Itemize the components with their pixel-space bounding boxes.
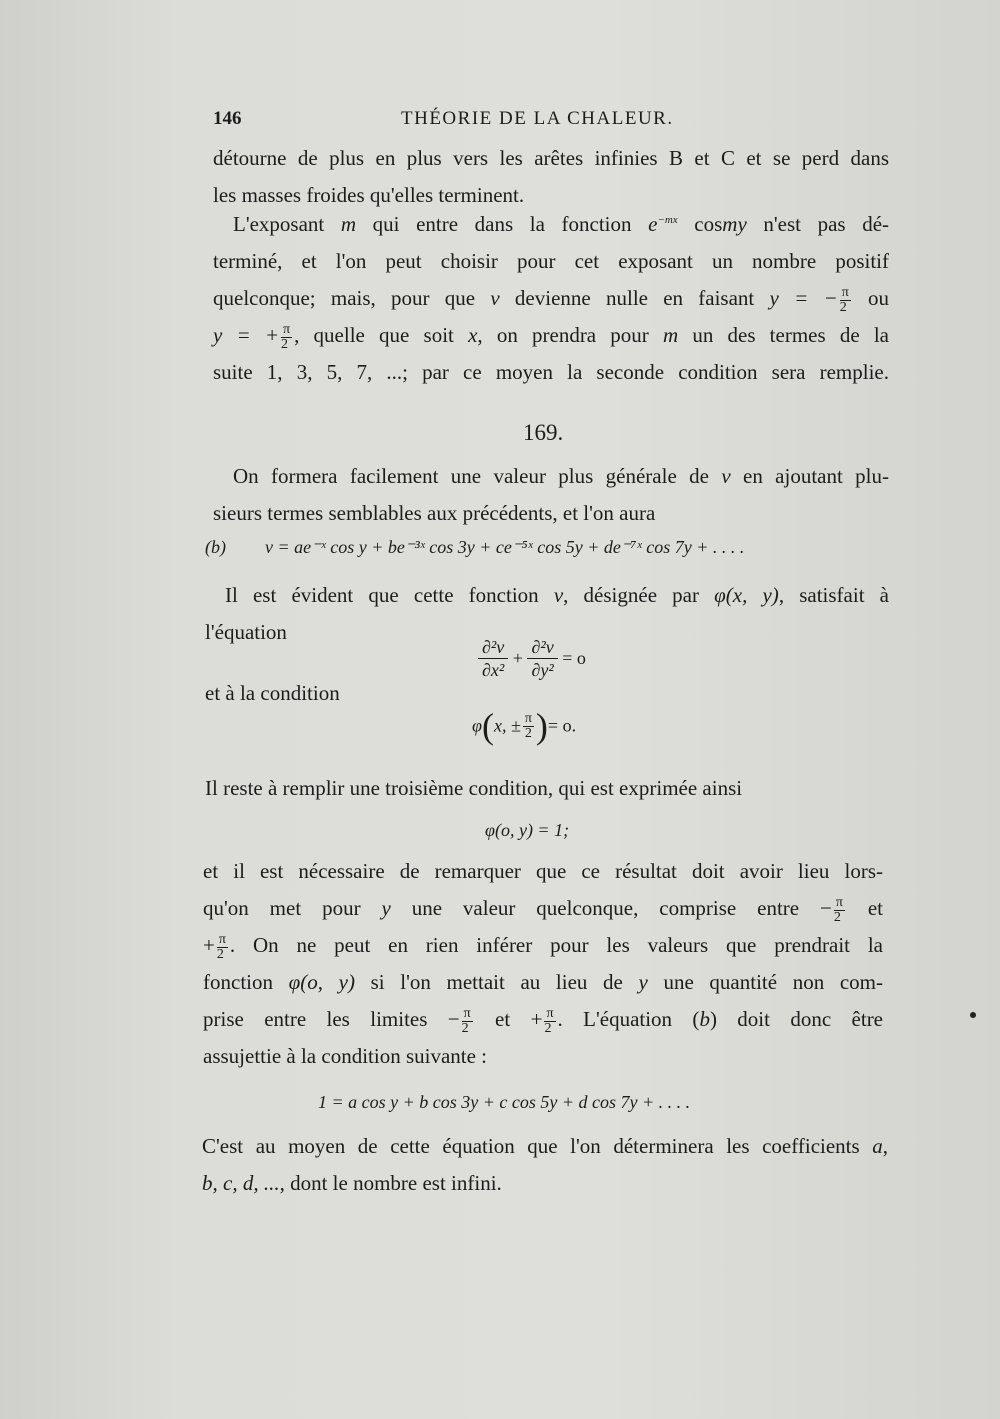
page-number: 146 xyxy=(213,108,242,129)
equation-body: v = ae⁻ˣ cos y + be⁻³ˣ cos 3y + ce⁻⁵ˣ cos 5y + de⁻⁷ˣ cos 7y + . . . . xyxy=(265,537,745,557)
fraction-pi-over-2: $\frac{\pi}{2}$ xyxy=(833,894,843,925)
text-line: et il est nécessaire de remarquer que ce résultat doit avoir lieu lors- xyxy=(203,859,883,883)
text-line: assujettie à la condition suivante : xyxy=(203,1044,488,1068)
text-line: les masses froides qu'elles terminent. xyxy=(213,183,525,207)
text-line: détourne de plus en plus vers les arêtes infinies B et C et se perd dans xyxy=(213,146,889,170)
text-line: prise entre les limites − $\frac{\pi}{2}$ et + $\frac{\pi}{2}$ . L'équation (b) doit donc être xyxy=(203,1005,884,1036)
text-line: y = + $\frac{\pi}{2}$ , quelle que soit x, on prendra pour m un des termes de la xyxy=(213,321,889,352)
text-line: + $\frac{\pi}{2}$ . On ne peut en rien inférer pour les valeurs que prendrait la xyxy=(203,931,883,962)
phi-zero-equation: φ(o, y) = 1; xyxy=(485,820,570,840)
text-line: suite 1, 3, 5, 7, ...; par ce moyen la seconde condition sera remplie. xyxy=(213,360,889,384)
page-header xyxy=(213,108,889,134)
fraction-pi-over-2: $\frac{\pi}{2}$ xyxy=(839,284,849,315)
text-line: terminé, et l'on peut choisir pour cet exposant un nombre positif xyxy=(213,249,889,273)
text-line: Il est évident que cette fonction v, désignée par φ(x, y), satisfait à xyxy=(225,583,890,607)
paragraph-6 xyxy=(205,770,889,807)
fraction-pi-over-2: $\frac{\pi}{2}$ xyxy=(216,931,226,962)
text-line: C'est au moyen de cette équation que l'on déterminera les coefficients a, xyxy=(202,1134,888,1158)
section-number: 169. xyxy=(523,420,564,445)
fraction-pi-over-2: $\frac{\pi}{2}$ xyxy=(524,710,532,741)
paragraph-2 xyxy=(213,206,889,391)
paragraph-3 xyxy=(213,458,889,532)
paragraph-7 xyxy=(203,853,883,1075)
text-line: qu'on met pour y une valeur quelconque, comprise entre − $\frac{\pi}{2}$ et xyxy=(203,894,883,925)
text-line: sieurs termes semblables aux précédents, et l'on aura xyxy=(213,501,656,525)
text-line: b, c, d, ..., dont le nombre est infini. xyxy=(202,1171,502,1195)
text-line: et à la condition xyxy=(205,681,340,705)
text-line: l'équation xyxy=(205,620,287,644)
series-equation: 1 = a cos y + b cos 3y + c cos 5y + d cos 7y + . . . . xyxy=(318,1092,691,1112)
running-title: THÉORIE DE LA CHALEUR. xyxy=(401,108,674,129)
text-line: fonction φ(o, y) si l'on mettait au lieu de y une quantité non com- xyxy=(203,970,883,994)
boundary-condition: φ(x, ± $\frac{\pi}{2}$ )= o. xyxy=(472,706,577,746)
ink-spot xyxy=(970,1012,976,1018)
paragraph-8 xyxy=(202,1128,888,1202)
paragraph-1 xyxy=(213,140,889,214)
text-line: Il reste à remplir une troisième condition, qui est exprimée ainsi xyxy=(205,776,743,800)
fraction-pi-over-2: $\frac{\pi}{2}$ xyxy=(544,1005,554,1036)
text-line: quelconque; mais, pour que v devienne nulle en faisant y = − $\frac{\pi}{2}$ ou xyxy=(213,284,890,315)
text-line: L'exposant m qui entre dans la fonction $e^{-mx}$ cosmy n'est pas dé- xyxy=(233,212,890,236)
equation-label: (b) xyxy=(205,537,226,557)
fraction-pi-over-2: $\frac{\pi}{2}$ xyxy=(461,1005,471,1036)
laplace-equation: $\frac{\text{∂²v}}{\text{∂x²}}$ + $\frac{\text{∂²v}}{\text{∂y²}}$ = o xyxy=(478,636,586,681)
text-line: On formera facilement une valeur plus générale de v en ajoutant plu- xyxy=(233,464,889,488)
fraction-pi-over-2: $\frac{\pi}{2}$ xyxy=(281,321,291,352)
equation-b xyxy=(205,537,744,558)
